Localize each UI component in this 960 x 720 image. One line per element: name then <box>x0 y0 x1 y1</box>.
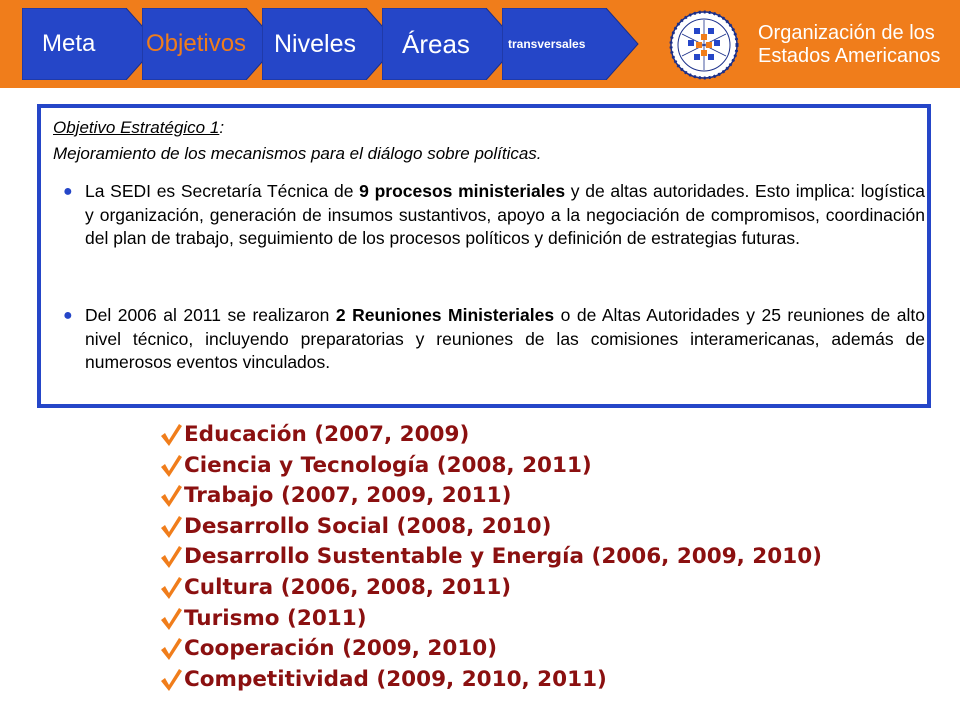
checklist-item-label: Desarrollo Sustentable y Energía (2006, 2009, 2010) <box>184 544 822 570</box>
nav-step-label: Áreas <box>402 29 470 59</box>
checklist-item-label: Desarrollo Social (2008, 2010) <box>184 513 552 539</box>
checkmark-icon <box>160 545 182 569</box>
objective-title <box>53 118 224 138</box>
checklist-item <box>160 512 822 543</box>
objective-box <box>37 104 931 408</box>
bullet-dot-icon: ● <box>63 183 73 200</box>
checkmark-icon <box>160 423 182 447</box>
org-name-line1: Organización de los <box>758 22 935 44</box>
nav-step-label: transversales <box>508 37 586 51</box>
checklist-item <box>160 481 822 512</box>
bullet-text-bold: 9 procesos ministeriales <box>359 181 566 201</box>
nav-step-niveles[interactable] <box>262 8 402 80</box>
bullet-item <box>63 304 925 375</box>
bullet-text-bold: 2 Reuniones Ministeriales <box>335 305 555 325</box>
checklist-item <box>160 420 822 451</box>
org-name <box>758 22 940 68</box>
nav-step-transversales[interactable] <box>502 8 642 80</box>
checkmark-icon <box>160 637 182 661</box>
org-logo-block <box>664 10 954 80</box>
checklist-item <box>160 634 822 665</box>
checkmark-icon <box>160 576 182 600</box>
checklist-item-label: Cultura (2006, 2008, 2011) <box>184 574 512 600</box>
nav-step-areas[interactable] <box>382 8 522 80</box>
bullet-text-pre: La SEDI es Secretaría Técnica de <box>85 181 360 201</box>
org-name-line2: Estados Americanos <box>758 45 941 67</box>
objective-description: Mejoramiento de los mecanismos para el diálogo sobre políticas. <box>53 144 542 163</box>
bullet-text-pre: Del 2006 al 2011 se realizaron <box>85 305 336 325</box>
bullet-text-post: o de Altas Autoridades y 25 reuniones de alto nivel técnico, incluyendo preparatorias y reuniones de las comisiones interamericanas, además de numerosos eventos vinculados. <box>85 305 925 372</box>
checklist-item-label: Ciencia y Tecnología (2008, 2011) <box>184 452 592 478</box>
checklist-item-label: Educación (2007, 2009) <box>184 422 470 447</box>
header-banner <box>0 0 960 88</box>
checkmark-icon <box>160 607 182 631</box>
nav-step-objetivos[interactable] <box>142 8 282 80</box>
checklist-item <box>160 542 822 573</box>
checklist-item <box>160 665 822 696</box>
objective-title-text: Objetivo Estratégico 1 <box>53 118 220 137</box>
checklist-item-label: Trabajo (2007, 2009, 2011) <box>184 483 512 509</box>
checkmark-icon <box>160 668 182 692</box>
bullet-text-post: y de altas autoridades. Esto implica: logística y organización, generación de insumos sustantivos, apoyo a la negociación de compromisos, coordinación del plan de trabajo, seguimiento de los procesos políticos y definición de estrategias futuras. <box>85 181 925 248</box>
oas-seal-icon <box>664 10 750 80</box>
nav-step-label: Objetivos <box>146 30 247 57</box>
checkmark-icon <box>160 454 182 478</box>
checkmark-icon <box>160 484 182 508</box>
checklist-item-label: Cooperación (2009, 2010) <box>184 636 498 662</box>
nav-step-label: Niveles <box>274 30 356 58</box>
bullet-item <box>63 180 925 251</box>
checklist-item <box>160 451 822 482</box>
nav-step-meta[interactable] <box>22 8 162 80</box>
checkmark-icon <box>160 515 182 539</box>
bullet-dot-icon: ● <box>63 307 73 324</box>
objective-title-suffix: : <box>219 118 225 137</box>
checklist-item-label: Competitividad (2009, 2010, 2011) <box>184 666 607 692</box>
nav-step-label: Meta <box>42 30 96 57</box>
checklist-item <box>160 604 822 635</box>
checklist-item-label: Turismo (2011) <box>184 605 367 631</box>
checklist-item <box>160 573 822 604</box>
ministerial-checklist <box>160 420 822 695</box>
